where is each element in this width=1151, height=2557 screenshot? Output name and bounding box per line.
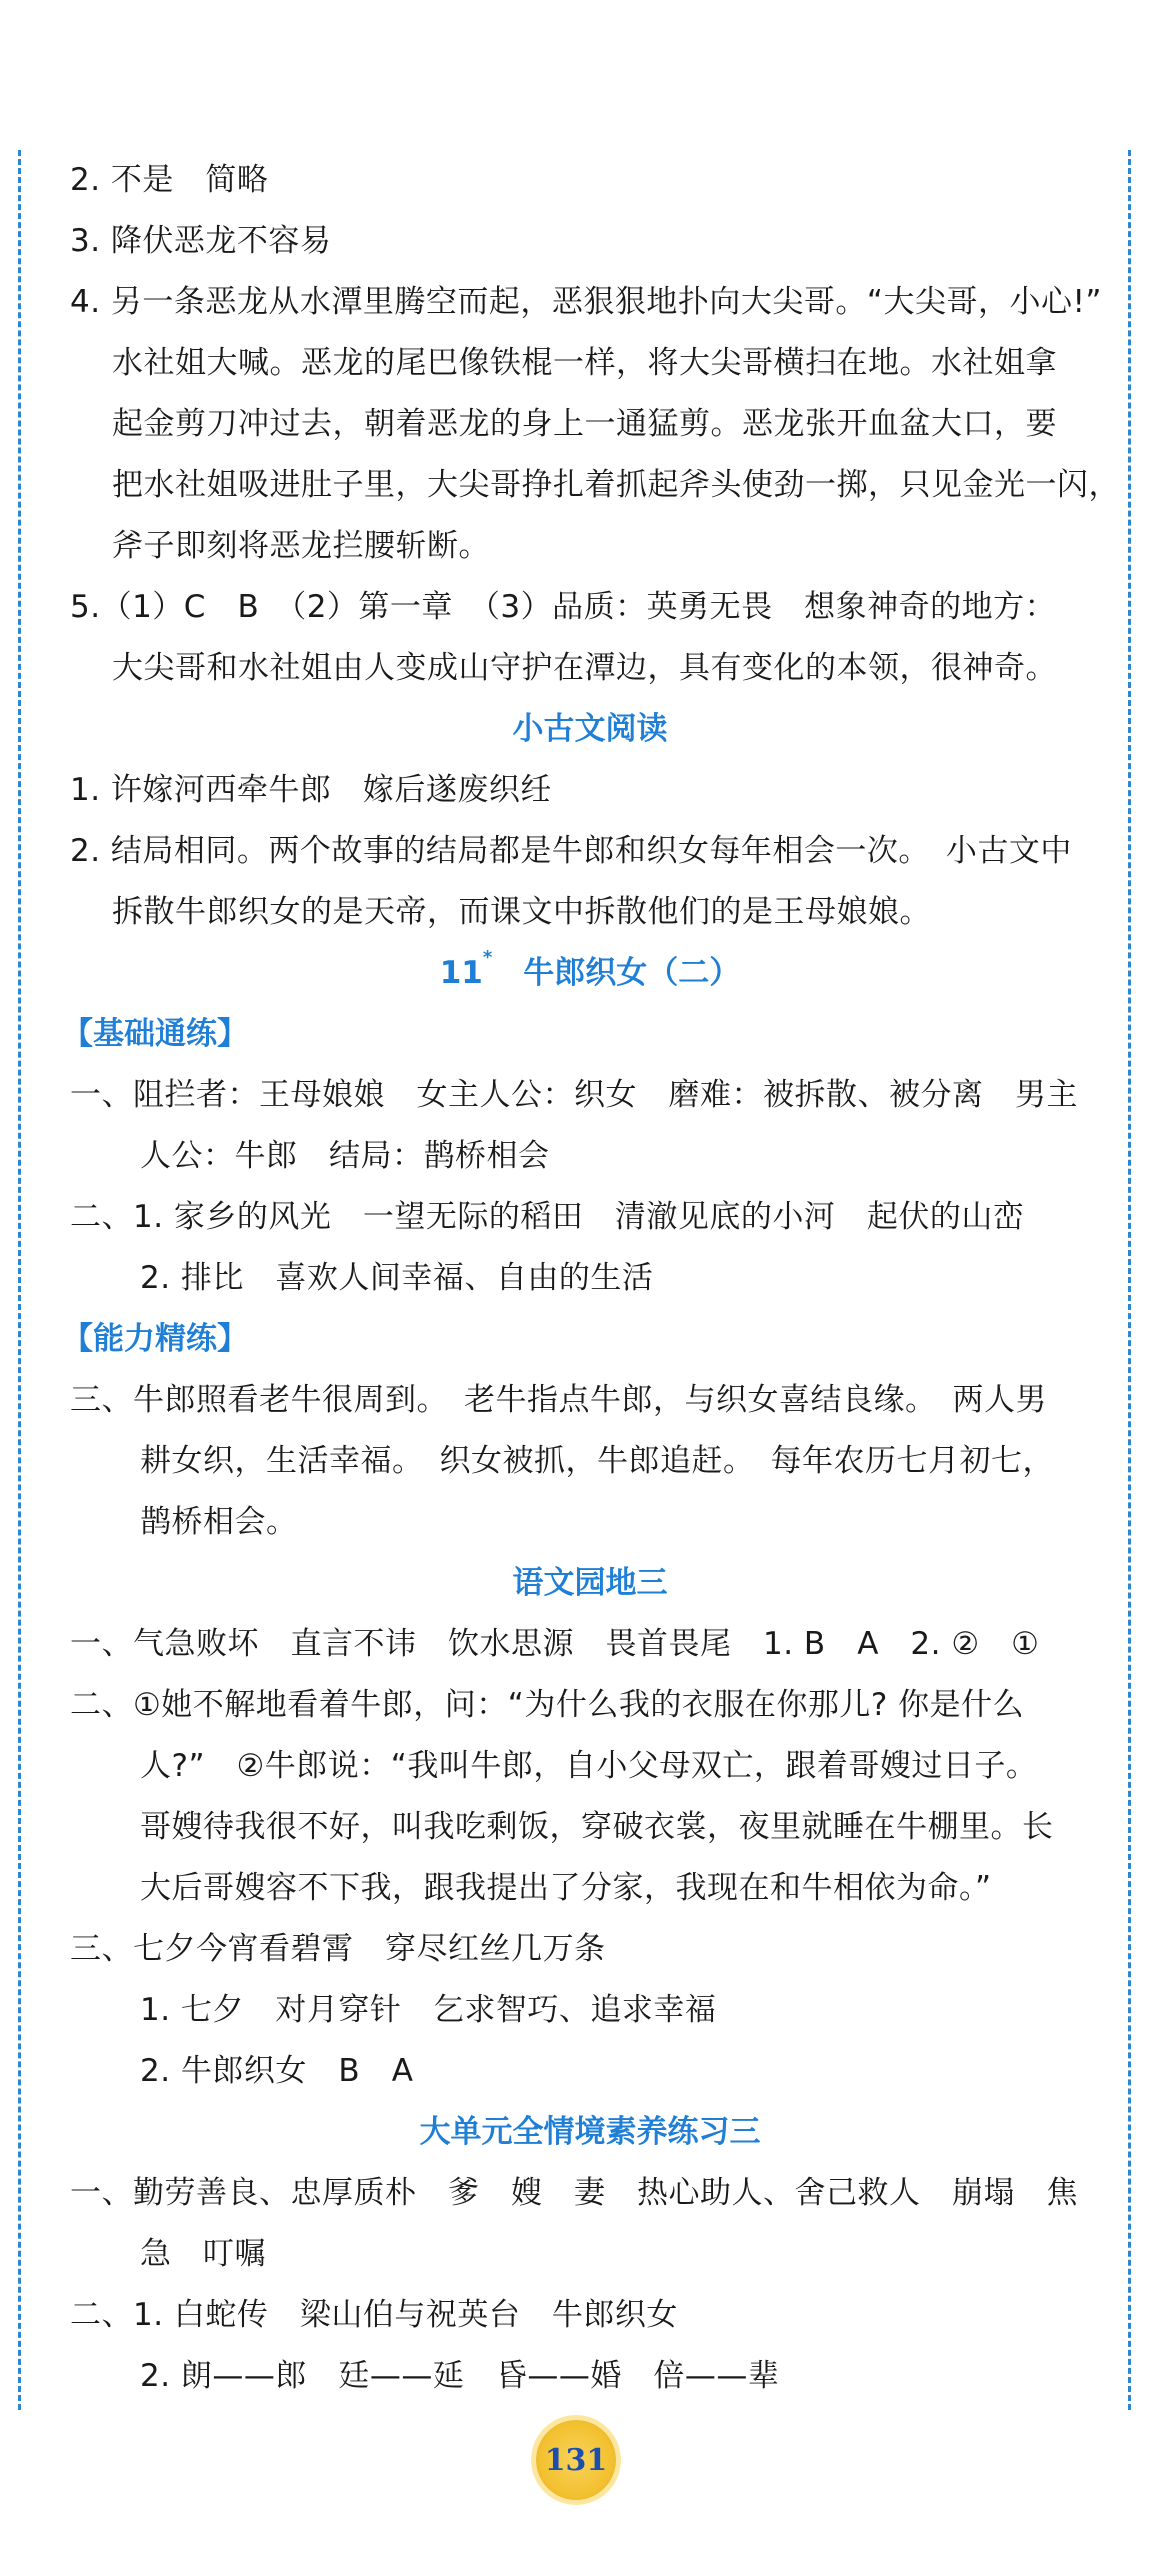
answer-line: 水社姐大喊。恶龙的尾巴像铁棍一样，将大尖哥横扫在地。水社姐拿 (112, 345, 1057, 381)
lesson-star: * (482, 947, 493, 968)
section-title-xiaoguwen: 小古文阅读 (512, 711, 668, 747)
answer-line: 大尖哥和水社姐由人变成山守护在潭边，具有变化的本领，很神奇。 (112, 650, 1057, 686)
answer-line: 2. 结局相同。两个故事的结局都是牛郎和织女每年相会一次。 小古文中 (70, 833, 1072, 869)
answer-line: 2. 朗——郎 廷——延 昏——婚 倍——辈 (140, 2358, 780, 2394)
answer-line: 2. 排比 喜欢人间幸福、自由的生活 (140, 1260, 654, 1296)
answer-line: 哥嫂待我很不好，叫我吃剩饭，穿破衣裳，夜里就睡在牛棚里。长 (140, 1809, 1054, 1845)
answer-line: 4. 另一条恶龙从水潭里腾空而起，恶狠狠地扑向大尖哥。“大尖哥，小心!” (70, 284, 1102, 320)
section-title-dadanyuan: 大单元全情境素养练习三 (419, 2114, 761, 2150)
answer-line: 一、勤劳善良、忠厚质朴 爹 嫂 妻 热心助人、舍己救人 崩塌 焦 (70, 2175, 1078, 2211)
left-dashed-border (18, 150, 21, 2410)
answer-line: 拆散牛郎织女的是天帝，而课文中拆散他们的是王母娘娘。 (112, 894, 931, 930)
answer-line: 斧子即刻将恶龙拦腰斩断。 (112, 528, 490, 564)
answer-line: 把水社姐吸进肚子里，大尖哥挣扎着抓起斧头使劲一掷，只见金光一闪， (112, 467, 1120, 503)
answer-line: 二、1. 白蛇传 梁山伯与祝英台 牛郎织女 (70, 2297, 678, 2333)
answer-line: 二、1. 家乡的风光 一望无际的稻田 清澈见底的小河 起伏的山峦 (70, 1199, 1025, 1235)
answer-line: 1. 七夕 对月穿针 乞求智巧、追求幸福 (140, 1992, 717, 2028)
answer-line: 人?” ②牛郎说：“我叫牛郎，自小父母双亡，跟着哥嫂过日子。 (140, 1748, 1038, 1784)
answer-line: 鹊桥相会。 (140, 1504, 298, 1540)
answer-line: 5.（1）C B （2）第一章 （3）品质：英勇无畏 想象神奇的地方： (70, 589, 1057, 625)
answer-line: 起金剪刀冲过去，朝着恶龙的身上一通猛剪。恶龙张开血盆大口，要 (112, 406, 1057, 442)
answer-line: 二、①她不解地看着牛郎，问：“为什么我的衣服在你那儿? 你是什么 (70, 1687, 1025, 1723)
answer-line: 大后哥嫂容不下我，跟我提出了分家，我现在和牛相依为命。” (140, 1870, 992, 1906)
page-content (62, 150, 1120, 2407)
answer-line: 一、阻拦者：王母娘娘 女主人公：织女 磨难：被拆散、被分离 男主 (70, 1077, 1078, 1113)
bracket-heading-nengli: 【能力精练】 (62, 1321, 248, 1357)
answer-line: 急 叮嘱 (140, 2236, 266, 2272)
answer-line: 2. 牛郎织女 B A (140, 2053, 414, 2089)
answer-line: 三、牛郎照看老牛很周到。 老牛指点牛郎，与织女喜结良缘。 两人男 (70, 1382, 1047, 1418)
answer-line: 3. 降伏恶龙不容易 (70, 223, 332, 259)
section-title-niulang (70, 943, 1110, 1004)
bracket-heading-jichu: 【基础通练】 (62, 1016, 248, 1052)
page-number-badge: 131 (536, 2420, 616, 2500)
answer-line: 耕女织，生活幸福。 织女被抓，牛郎追赶。 每年农历七月初七， (140, 1443, 1054, 1479)
right-dashed-border (1128, 150, 1131, 2410)
answer-line: 人公：牛郎 结局：鹊桥相会 (140, 1138, 550, 1174)
section-title-yuanwen: 语文园地三 (512, 1565, 668, 1601)
answer-line: 2. 不是 简略 (70, 162, 269, 198)
answer-line: 一、气急败坏 直言不讳 饮水思源 畏首畏尾 1. B A 2. ② ① (70, 1626, 1040, 1662)
answer-line: 1. 许嫁河西牵牛郎 嫁后遂废织纴 (70, 772, 552, 808)
lesson-title: 牛郎织女（二） (523, 955, 741, 991)
answer-line: 三、七夕今宵看碧霄 穿尽红丝几万条 (70, 1931, 606, 1967)
lesson-number: 11 (439, 955, 483, 991)
